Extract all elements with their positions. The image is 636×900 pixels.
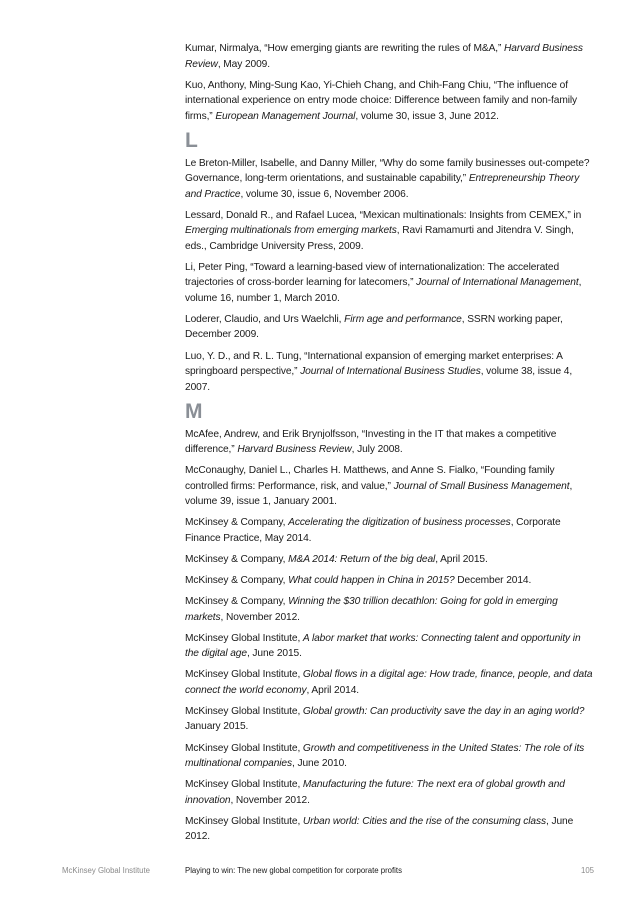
- reference-text: Lessard, Donald R., and Rafael Lucea, “Mexican multinationals: Insights from CEMEX,” in: [185, 209, 582, 221]
- reference-text: Loderer, Claudio, and Urs Waelchli,: [185, 313, 345, 325]
- reference-text: McAfee, Andrew, and Erik Brynjolfsson, “Investing in the IT that makes a competitive difference,”: [185, 428, 557, 456]
- reference-source-title: Harvard Business Review: [185, 43, 583, 70]
- reference-text: , Corporate Finance Practice, May 2014.: [185, 517, 561, 544]
- reference-entry: [185, 704, 597, 735]
- reference-text: , June 2010.: [292, 758, 347, 769]
- reference-text: Le Breton-Miller, Isabelle, and Danny Miller, “Why do some family businesses out-compete? Governance, long-term orientations, and sustainable capability,”: [185, 157, 590, 185]
- reference-entry: [185, 208, 597, 255]
- reference-list: [185, 41, 597, 850]
- reference-source-title: Growth and competitiveness in the United States: The role of its multinational companies: [185, 742, 585, 769]
- reference-source-title: Journal of International Business Studies: [300, 366, 481, 378]
- section-letter: L: [185, 128, 198, 152]
- reference-entry: [185, 78, 597, 125]
- reference-source-title: Emerging multinationals from emerging markets: [185, 225, 397, 237]
- reference-text: , May 2009.: [217, 58, 270, 70]
- reference-entry: [185, 260, 597, 307]
- reference-source-title: Manufacturing the future: The next era of global growth and innovation: [185, 779, 565, 806]
- reference-source-title: Firm age and performance: [344, 313, 462, 325]
- reference-entry: [185, 156, 597, 203]
- reference-text: , SSRN working paper, December 2009.: [185, 313, 563, 341]
- reference-text: , June 2015.: [246, 648, 302, 660]
- reference-text: , July 2008.: [351, 444, 403, 456]
- reference-entry: [185, 552, 597, 568]
- reference-text: McKinsey Global Institute,: [185, 632, 303, 644]
- reference-text: McKinsey Global Institute,: [185, 815, 303, 827]
- reference-text: McKinsey & Company,: [185, 553, 289, 565]
- reference-text: McKinsey & Company,: [185, 517, 289, 529]
- reference-source-title: Global growth: Can productivity save the day in an aging world?: [302, 705, 585, 717]
- reference-entry: [185, 515, 597, 546]
- reference-source-title: Accelerating the digitization of business processes: [288, 517, 511, 529]
- footer-publisher: McKinsey Global Institute: [62, 866, 150, 875]
- reference-entry: [185, 41, 597, 72]
- reference-source-title: M&A 2014: Return of the big deal: [288, 553, 436, 565]
- reference-text: McKinsey & Company,: [185, 596, 289, 608]
- reference-text: , June 2012.: [185, 815, 574, 843]
- reference-text: McKinsey Global Institute,: [185, 742, 303, 754]
- reference-text: , volume 30, issue 6, November 2006.: [240, 188, 409, 200]
- reference-source-title: Winning the $30 trillion decathlon: Going for gold in emerging markets: [185, 596, 558, 623]
- reference-text: , volume 38, issue 4, 2007.: [185, 366, 573, 393]
- reference-text: , November 2012.: [220, 611, 300, 623]
- reference-text: , April 2015.: [435, 553, 488, 565]
- reference-text: McKinsey & Company,: [185, 575, 289, 587]
- reference-text: Kumar, Nirmalya, “How emerging giants are rewriting the rules of M&A,”: [185, 43, 505, 54]
- reference-entry: [185, 667, 597, 698]
- reference-text: January 2015.: [185, 721, 249, 733]
- reference-text: , volume 30, issue 3, June 2012.: [355, 110, 499, 122]
- footer-report-title: Playing to win: The new global competition for corporate profits: [185, 866, 402, 875]
- reference-text: , November 2012.: [230, 794, 310, 806]
- reference-source-title: Entrepreneurship Theory and Practice: [185, 173, 580, 200]
- reference-text: , volume 39, issue 1, January 2001.: [185, 480, 573, 508]
- reference-text: McConaughy, Daniel L., Charles H. Matthews, and Anne S. Fialko, “Founding family controlled firms: Performance, risk, and value,”: [185, 465, 555, 492]
- reference-entry: [185, 814, 597, 845]
- reference-entry: [185, 463, 597, 510]
- reference-text: McKinsey Global Institute,: [185, 779, 303, 791]
- reference-source-title: Harvard Business Review: [237, 444, 352, 456]
- reference-entry: [185, 312, 597, 343]
- reference-entry: [185, 573, 597, 589]
- reference-entry: [185, 741, 597, 772]
- reference-source-title: Journal of International Management: [416, 277, 579, 289]
- reference-text: McKinsey Global Institute,: [185, 669, 303, 681]
- reference-source-title: Urban world: Cities and the rise of the consuming class: [302, 815, 546, 827]
- reference-text: Kuo, Anthony, Ming-Sung Kao, Yi-Chieh Chang, and Chih-Fang Chiu, “The influence of international experience on entry mode choice: Difference between family and non-family firms,”: [185, 79, 578, 122]
- reference-text: , volume 16, number 1, March 2010.: [185, 277, 582, 304]
- reference-text: , April 2014.: [306, 684, 360, 696]
- reference-source-title: European Management Journal: [215, 110, 356, 122]
- reference-source-title: Journal of Small Business Management: [393, 480, 570, 492]
- reference-source-title: Global flows in a digital age: How trade, finance, people, and data connect the world economy: [185, 669, 593, 696]
- reference-source-title: A labor market that works: Connecting talent and opportunity in the digital age: [185, 632, 581, 660]
- reference-entry: [185, 631, 597, 662]
- section-letter: M: [185, 399, 203, 423]
- reference-source-title: What could happen in China in 2015?: [288, 575, 455, 587]
- reference-entry: [185, 349, 597, 396]
- page-number: 105: [580, 866, 594, 875]
- reference-entry: [185, 777, 597, 808]
- reference-text: Luo, Y. D., and R. L. Tung, “International expansion of emerging market enterprises: A springboard perspective,”: [185, 350, 563, 378]
- reference-entry: [185, 427, 597, 458]
- reference-text: December 2014.: [454, 575, 532, 587]
- reference-text: , Ravi Ramamurti and Jitendra V. Singh, eds., Cambridge University Press, 2009.: [185, 225, 574, 252]
- page-footer: [0, 866, 636, 880]
- reference-text: Li, Peter Ping, “Toward a learning-based view of internationalization: The accelerated trajectories of cross-border learning for latecomers,”: [185, 261, 560, 289]
- reference-text: McKinsey Global Institute,: [185, 705, 303, 717]
- reference-entry: [185, 594, 597, 625]
